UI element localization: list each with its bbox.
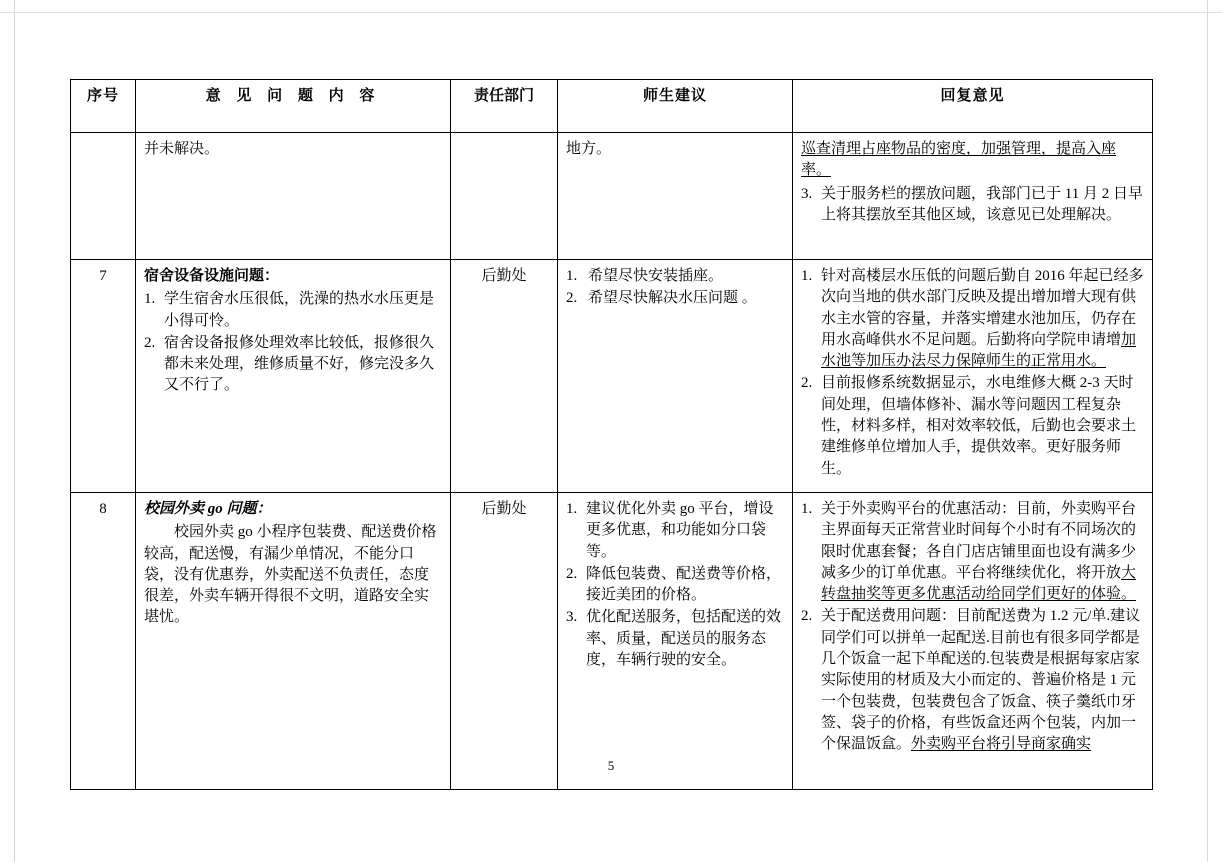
list-item-number: 2. — [566, 565, 578, 582]
list-item — [801, 606, 1144, 755]
feedback-table — [70, 79, 1153, 790]
table-header — [71, 80, 1153, 133]
suggestion-continued-text: 地方。 — [566, 141, 612, 157]
reply-text-plain: 关于配送费用问题：目前配送费为 1.2 元/单.建议同学们可以拼单一起配送.目前也有很多同学都是几个饭盒一起下单配送的.包装费是根据每家店家实际使用的材质及大小而定的、普遍价格是 1 元一个包装费，包装费包含了饭盒、筷子羹纸巾牙签、袋子的价格，有些饭盒还两个包装，内加一个保温饭盒。 — [821, 608, 1141, 753]
list-item — [144, 289, 442, 332]
list-item-text: 希望尽快安装插座。 — [588, 268, 724, 284]
list-item-number: 3. — [801, 185, 813, 202]
column-header-suggestion: 师生建议 — [558, 80, 793, 133]
list-item-text — [821, 606, 1144, 755]
column-header-reply: 回复意见 — [793, 80, 1153, 133]
table-body — [71, 133, 1153, 790]
list-item-text — [821, 499, 1144, 605]
page-number: 5 — [607, 758, 615, 773]
suggestion-list — [566, 266, 784, 310]
scan-edge-top — [0, 12, 1222, 13]
row-number-cell: 8 — [71, 493, 136, 790]
table-row — [71, 260, 1153, 493]
row-number-cell: 7 — [71, 260, 136, 493]
list-item — [566, 607, 784, 671]
issue-continued-text: 并未解决。 — [144, 141, 220, 157]
list-item-text: 降低包装费、配送费等价格，接近美团的价格。 — [586, 565, 782, 604]
list-item-text: 学生宿舍水压很低，洗澡的热水水压更是小得可怜。 — [164, 291, 435, 329]
reply-continued-underlined: 巡查清理占座物品的密度，加强管理，提高入座率。 — [801, 141, 1117, 179]
list-item — [566, 564, 784, 607]
suggestion-cell — [558, 493, 793, 790]
reply-text-underlined: 加水池等加压办法尽力保障师生的正常用水。 — [821, 331, 1137, 370]
issue-list — [144, 289, 442, 396]
reply-text-plain: 关于外卖购平台的优惠活动：目前，外卖购平台主界面每天正常营业时间每个小时有不同场次的限时优惠套餐；各自门店店铺里面也设有满多少减多少的订单优惠。平台将继续优化，将开放 — [821, 501, 1137, 581]
reply-cell — [793, 493, 1153, 790]
list-item — [801, 373, 1144, 479]
list-item — [144, 333, 442, 397]
table-header-row — [71, 80, 1153, 133]
list-item-text: 希望尽快解决水压问题 。 — [588, 290, 757, 307]
list-item-number: 1. — [801, 268, 813, 284]
row-number-cell — [71, 133, 136, 260]
reply-list — [801, 184, 1144, 227]
list-item-text: 建议优化外卖 go 平台，增设更多优惠，和功能如分口袋等。 — [586, 501, 774, 560]
issue-cell — [136, 133, 451, 260]
department-cell — [451, 133, 558, 260]
list-item-number: 2. — [801, 608, 813, 625]
list-item-number: 1. — [566, 268, 578, 284]
reply-cell — [793, 260, 1153, 493]
reply-list — [801, 499, 1144, 756]
list-item — [801, 184, 1144, 227]
department-cell: 后勤处 — [451, 493, 558, 790]
list-item-text: 宿舍设备报修处理效率比较低，报修很久都未来处理，维修质量不好，修完没多久又不行了。 — [164, 334, 435, 394]
department-cell: 后勤处 — [451, 260, 558, 493]
list-item — [566, 288, 784, 309]
issue-cell — [136, 260, 451, 493]
suggestion-cell — [558, 133, 793, 260]
issue-title: 校园外卖 go 问题： — [144, 501, 272, 517]
reply-text-underlined-tail: 外卖购平台将引导商家确实 — [911, 736, 1092, 753]
list-item-text: 目前报修系统数据显示，水电维修大概 2-3 天时间处理，但墙体修补、漏水等问题因工程复杂性，材料多样，相对效率较低，后勤也会要求土建维修单位增加人手，提供效率。更好服务师生。 — [821, 375, 1137, 477]
suggestion-cell — [558, 260, 793, 493]
reply-text-underlined: 大转盘抽奖等更多优惠活动给同学们更好的体验。 — [821, 564, 1137, 603]
list-item-number: 3. — [566, 609, 578, 626]
list-item — [801, 499, 1144, 605]
list-item — [801, 266, 1144, 372]
issue-cell — [136, 493, 451, 790]
list-item — [566, 499, 784, 563]
scan-edge-right — [1207, 0, 1208, 862]
reply-cell — [793, 133, 1153, 260]
column-header-department: 责任部门 — [451, 80, 558, 133]
list-item-text: 优化配送服务，包括配送的效率、质量，配送员的服务态度，车辆行驶的安全。 — [586, 609, 782, 669]
column-header-issue: 意 见 问 题 内 容 — [136, 80, 451, 133]
issue-title: 宿舍设备设施问题： — [144, 268, 280, 284]
list-item-text: 关于服务栏的摆放问题，我部门已于 11 月 2 日早上将其摆放至其他区域，该意见已处理解决。 — [821, 185, 1143, 223]
column-header-no: 序号 — [71, 80, 136, 133]
issue-paragraph: 校园外卖 go 小程序包装费、配送费价格较高，配送慢，有漏少单情况，不能分口袋，没有优惠券，外卖配送不负责任，态度很差，外卖车辆开得很不文明，道路安全实堪忧。 — [144, 524, 437, 626]
reply-text-plain: 针对高楼层水压低的问题后勤自 2016 年起已经多次向当地的供水部门反映及提出增加增大现有供水主水管的容量，并落实增建水池加压，仍存在用水高峰供水不足问题。后勤将向学院申请增 — [821, 268, 1144, 348]
reply-list — [801, 266, 1144, 480]
list-item-number: 2. — [144, 334, 156, 351]
list-item — [566, 266, 784, 287]
table-row — [71, 493, 1153, 790]
list-item-number: 2. — [801, 375, 813, 392]
list-item-number: 1. — [566, 501, 578, 517]
suggestion-list — [566, 499, 784, 671]
scan-edge-left — [14, 0, 15, 862]
list-item-number: 1. — [144, 291, 156, 308]
list-item-number: 1. — [801, 501, 813, 517]
list-item-number: 2. — [566, 290, 578, 307]
table-row — [71, 133, 1153, 260]
list-item-text — [821, 266, 1144, 372]
